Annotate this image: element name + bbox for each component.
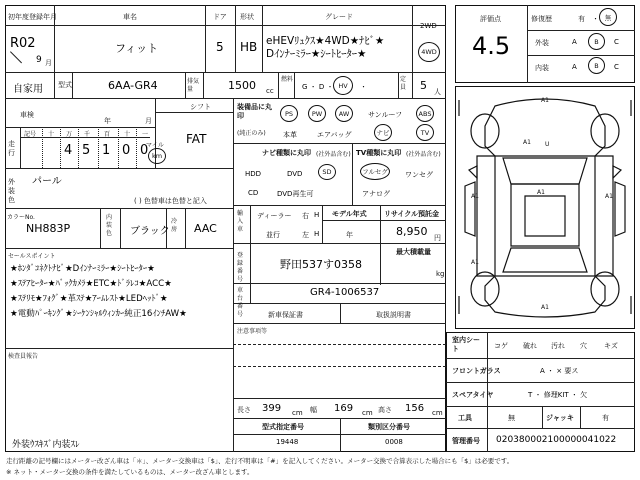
grade-line1: eHEVﾘｭｸｽ★4WD★ﾅﾋﾞ★	[266, 35, 385, 47]
era-year: R02	[10, 36, 36, 51]
grade-line2: Dｲﾝﾅｰﾐﾗｰ★ｼｰﾄﾋｰﾀｰ★	[266, 48, 367, 60]
sales-point-label: セールスポイント	[8, 253, 56, 260]
dmg-a1-rear: A1	[541, 304, 549, 311]
model-year-unit: 年	[346, 231, 353, 239]
import-h2: H	[314, 230, 320, 238]
shape-label: 形状	[240, 13, 254, 21]
capacity-value: 5	[420, 79, 427, 92]
pw-circle: PW	[308, 105, 326, 122]
mileage-unit-header: 記号	[24, 131, 37, 138]
chassis-label: 車台番号	[237, 287, 244, 318]
recycle-label: リサイクル預託金	[384, 210, 440, 218]
repair-no-circle: 無	[599, 8, 617, 26]
ps-circle: PS	[280, 105, 298, 122]
interior-grade-label: 内装	[535, 64, 549, 72]
capacity-label: 定員	[400, 76, 407, 91]
manual-doc: 取扱説明書	[376, 311, 411, 319]
mileage-unit-header: 万	[66, 131, 73, 138]
class-num-label: 類別区分番号	[368, 423, 410, 431]
first-reg-label: 初年度登録年月	[8, 13, 57, 21]
ext-a: A	[572, 38, 577, 46]
inspection-month: 月	[145, 117, 152, 125]
repair-yes: 有	[578, 15, 585, 23]
footer-line2: ※ ネット・メーター交換の条件を満たしているものは、メーター改ざん車とします。	[6, 468, 254, 476]
shift-label: シフト	[190, 103, 211, 111]
width-value: 169	[334, 403, 354, 414]
color-code-value: NH883P	[26, 222, 71, 235]
dmg-a1-right-door: A1	[605, 193, 613, 200]
car-name-label: 車名	[123, 13, 137, 21]
footer-line1: 走行距離の記号欄にはメーター改ざん車は「＊」、メーター交換車は「$」、走行不明車は「#」を記入してください。メーター交換で合算表示した場合にも「$」は必要です。	[6, 457, 514, 465]
dmg-u-mark: U	[545, 141, 550, 148]
airbag-option: エアバッグ	[317, 131, 352, 139]
mileage-digit: 0	[140, 143, 149, 158]
jack-label: ジャッキ	[546, 414, 574, 422]
reg-label: 登録番号	[237, 252, 244, 283]
recycle-value: 8,950	[396, 225, 428, 238]
color-code-label: カラーNo.	[7, 214, 35, 221]
width-label: 幅	[310, 406, 317, 414]
warranty-doc: 新車保証書	[268, 311, 303, 319]
equipment-sub: (純正のみ)	[237, 130, 266, 137]
navi-circle: ナビ	[374, 124, 392, 141]
navi-type-sub: (社外品含む)	[316, 151, 351, 158]
tv-fullseg-circle: フルセグ	[360, 163, 390, 180]
height-label: 高さ	[378, 406, 392, 414]
model-label: 型式	[58, 81, 72, 89]
inspector-label: 検査員報告	[8, 353, 39, 360]
door-label: ドア	[213, 13, 227, 21]
inspection-year: 年	[104, 117, 111, 125]
km-circle: km	[148, 148, 166, 164]
exterior-grade-label: 外装	[535, 39, 549, 47]
seat-label: 室内シート	[452, 336, 480, 353]
ac-value: AAC	[194, 222, 217, 235]
tv-type-sub: (社外品含む)	[406, 151, 441, 158]
import-right: 右	[302, 212, 309, 220]
seat-option: コゲ	[494, 342, 508, 350]
model-code: 6AA-GR4	[108, 79, 158, 92]
fuel-tail: ・	[360, 83, 367, 91]
sales-point-line: ★ﾎﾝﾀﾞｺﾈｸﾄﾅﾋﾞ★Dｲﾝﾅｰﾐﾗｰ★ｼｰﾄﾋｰﾀｰ★	[10, 264, 155, 274]
sales-point-line: ★ｽﾃﾘﾓ★ﾌｫｸﾞ★革ｽﾃ★ｱｰﾑﾚｽﾄ★LEDﾍｯﾄﾞ★	[10, 294, 168, 304]
mgmt-value: 020380002100000041022	[496, 435, 617, 445]
int-b-circle: B	[588, 57, 605, 74]
sales-point-line: ★ｽﾃｱﾋｰﾀｰ★ﾊﾞｯｸｶﾒﾗ★ETC★ﾄﾞﾗﾚｺ★ACC★	[10, 279, 172, 289]
score-value: 4.5	[472, 32, 511, 60]
inspection-label: 車検	[20, 111, 34, 119]
sunroof-option: サンルーフ	[368, 111, 403, 119]
interior-color-label: 内装色	[106, 214, 113, 237]
glass-label: フロントガラス	[452, 367, 501, 375]
length-label: 長さ	[237, 406, 251, 414]
exterior-color-label: 外装色	[8, 178, 15, 204]
navi-type-label: ナビ種類に丸印	[262, 149, 311, 157]
displacement-value: 1500	[228, 79, 256, 92]
body-shape: HB	[240, 40, 258, 54]
exterior-color-value: パール	[32, 176, 62, 187]
dmg-a1-rear-quarter: A1	[471, 259, 479, 266]
mileage-unit-header: 十	[124, 131, 131, 138]
seat-option: キズ	[604, 342, 618, 350]
score-label: 評価点	[480, 15, 501, 23]
tv-type-label: TV種類に丸印	[356, 149, 402, 157]
import-h1: H	[314, 211, 320, 219]
fuel-hv-circle: HV	[333, 76, 353, 95]
aw-circle: AW	[335, 105, 353, 122]
sales-point-line: ★電動ﾊﾟｰｷﾝｸﾞ★ｼｰｹﾝｼｬﾙｳｨﾝｶｰ純正16ｲﾝﾁAW★	[10, 309, 187, 319]
reg-value: 野田537す0358	[280, 258, 362, 271]
navi-sd-circle: SD	[318, 164, 336, 180]
mileage-digit: 5	[82, 143, 91, 158]
inspector-note: 外装ｳｽｷｽﾞ内装ｽﾚ	[12, 440, 80, 450]
shift-value: FAT	[186, 132, 207, 146]
drive-4wd-circle: 4WD	[418, 42, 440, 62]
drive-label: 2WD	[420, 22, 437, 30]
navi-dvd-play: DVD再生可	[277, 190, 314, 198]
interior-color-value: ブラック	[130, 226, 170, 237]
type-num-label: 型式指定番号	[262, 423, 304, 431]
ac-label: 冷房	[171, 218, 178, 233]
repair-label: 修復歴	[531, 15, 552, 23]
seat-option: 穴	[580, 342, 587, 350]
ext-b-circle: B	[588, 33, 605, 50]
chassis-value: GR4-1006537	[310, 287, 380, 298]
mileage-digit: 4	[64, 143, 73, 158]
mile-label: マイル	[146, 142, 164, 149]
height-value: 156	[405, 403, 425, 414]
abs-circle: ABS	[416, 105, 434, 122]
kg-unit: kg	[436, 270, 445, 278]
month-unit: 月	[45, 59, 52, 67]
tools-label: 工具	[458, 414, 472, 422]
reg-month: 9	[36, 55, 42, 65]
equipment-label: 装備品に丸印	[237, 103, 272, 120]
person-unit: 人	[434, 88, 441, 96]
mileage-digit: 1	[102, 143, 111, 158]
spare-label: スペアタイヤ	[452, 391, 494, 399]
dmg-a1-left-door: A1	[471, 193, 479, 200]
color-change-note: ( ) 色替車は色替と記入	[134, 197, 207, 205]
model-year-label: モデル年式	[332, 210, 367, 218]
displacement-label: 排気量	[187, 78, 200, 93]
car-damage-diagram	[455, 86, 635, 329]
navi-dvd: DVD	[287, 170, 303, 178]
int-a: A	[572, 63, 577, 71]
import-label: 輸入車	[237, 210, 244, 233]
dmg-a1-roof: A1	[537, 189, 545, 196]
seat-option: 汚れ	[551, 342, 565, 350]
mileage-unit-header: 一	[142, 131, 149, 138]
notes-label: 注意事項等	[237, 328, 268, 335]
ext-c: C	[614, 38, 619, 46]
mileage-unit-header: 千	[84, 131, 91, 138]
class-num-value: 0008	[385, 438, 403, 446]
import-dealer: ディーラー	[257, 212, 292, 220]
seat-option: 破れ	[523, 342, 537, 350]
mileage-digit: 0	[122, 143, 131, 158]
door-count: 5	[216, 40, 224, 54]
jack-value: 有	[602, 414, 609, 422]
car-name: フィット	[115, 42, 159, 55]
cc-unit: cc	[266, 87, 274, 95]
dmg-a1-hood: A1	[523, 139, 531, 146]
navi-cd: CD	[248, 189, 259, 197]
int-c: C	[614, 63, 619, 71]
width-unit: cm	[362, 409, 373, 417]
length-value: 399	[262, 403, 282, 414]
tv-circle: TV	[416, 124, 434, 141]
leather-option: 本革	[283, 131, 297, 139]
tv-analog: アナログ	[362, 190, 390, 198]
navi-hdd: HDD	[245, 170, 262, 178]
length-unit: cm	[292, 409, 303, 417]
mileage-unit-header: 百	[104, 131, 111, 138]
fuel-label: 燃料	[281, 76, 294, 83]
import-left: 左	[302, 231, 309, 239]
tv-oneseg: ワンセグ	[405, 171, 433, 179]
dmg-a1-front: A1	[541, 97, 549, 104]
import-parallel: 並行	[266, 231, 280, 239]
tools-value: 無	[508, 414, 515, 422]
max-load-label: 最大積載量	[396, 248, 431, 256]
mileage-label: 走行	[8, 140, 15, 157]
yen-unit: 円	[434, 234, 441, 242]
type-num-value: 19448	[276, 438, 299, 446]
spare-options: T ・ 修理KIT ・ 欠	[528, 391, 588, 399]
mileage-unit-header: 十	[48, 131, 55, 138]
glass-options: A ・ × 要ス	[540, 367, 579, 375]
mgmt-label: 管理番号	[452, 437, 480, 445]
use-type: 自家用	[13, 84, 43, 95]
height-unit: cm	[432, 409, 443, 417]
fuel-options: G ・ D ・	[302, 83, 334, 91]
grade-label: グレード	[325, 13, 353, 21]
